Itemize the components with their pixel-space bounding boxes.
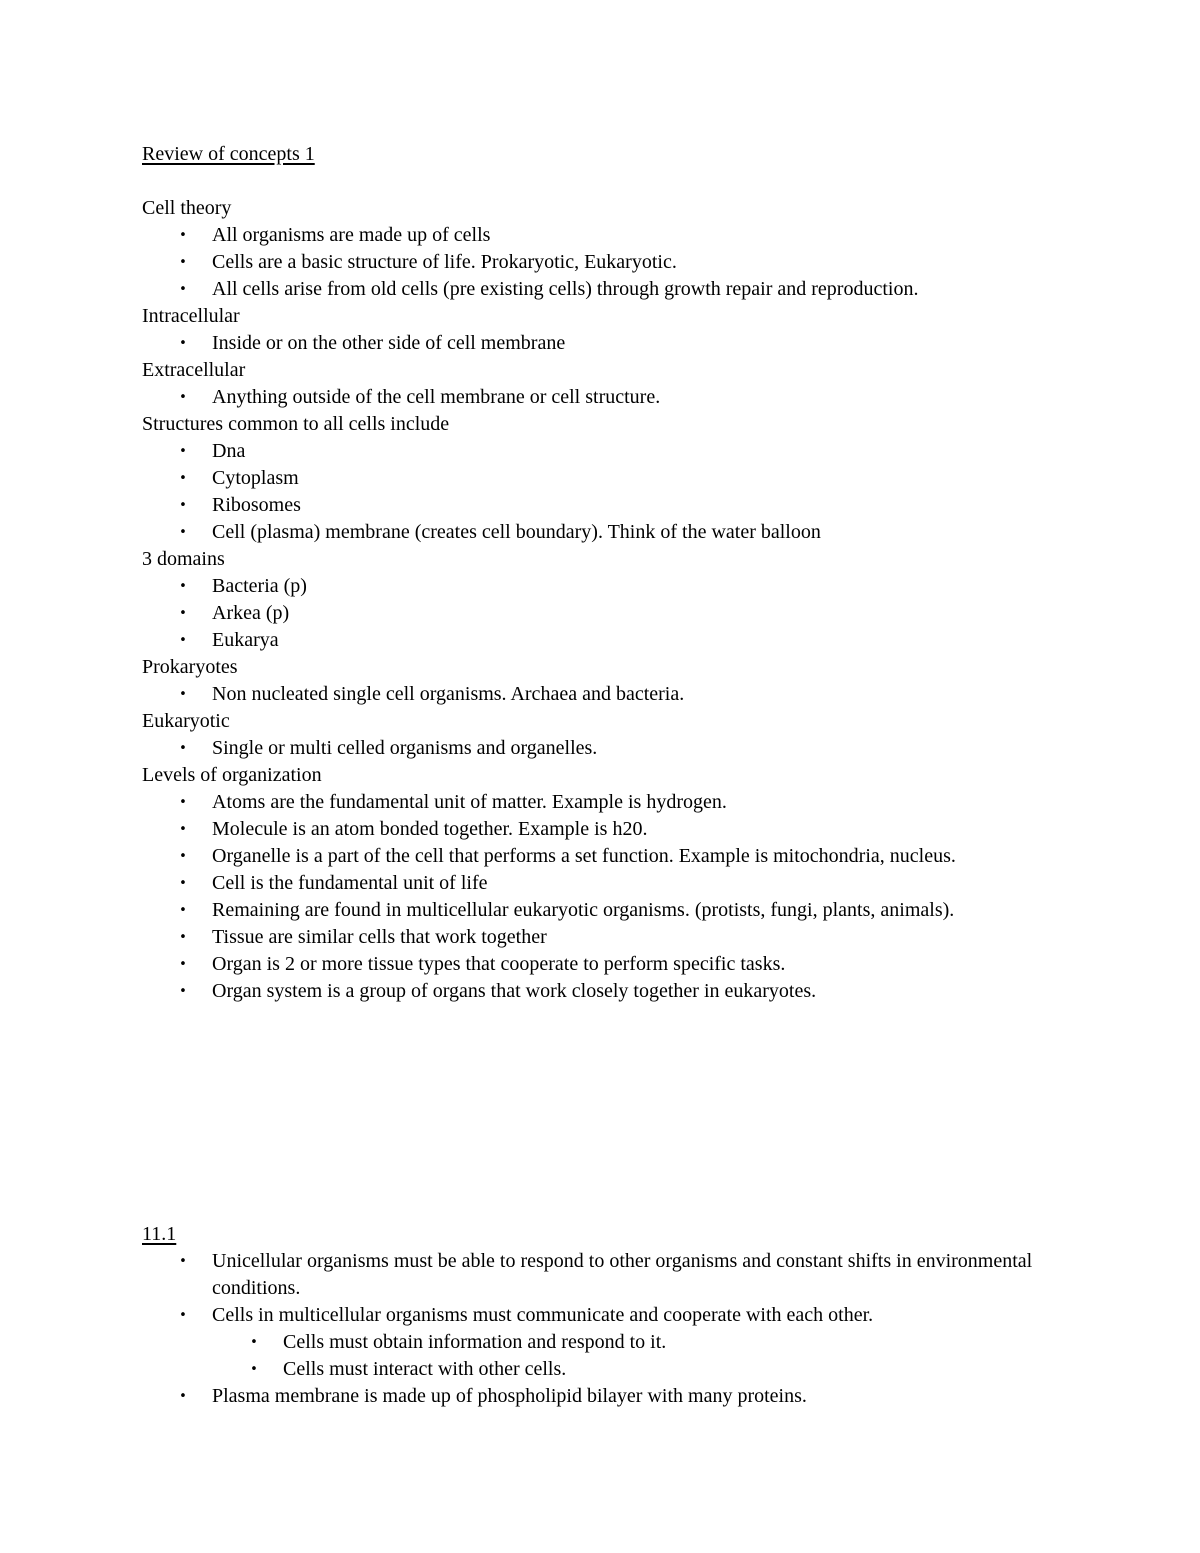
list-item: • Non nucleated single cell organisms. Archaea and bacteria.	[142, 681, 1072, 708]
list-item: • Remaining are found in multicellular eukaryotic organisms. (protists, fungi, plants, animals).	[142, 897, 1072, 924]
bullet-list	[142, 789, 1072, 1005]
heading-structures: Structures common to all cells include	[142, 413, 450, 435]
bullet-icon: •	[179, 282, 187, 297]
bullet-icon: •	[179, 1308, 187, 1323]
list-item: • Cells in multicellular organisms must communicate and cooperate with each other. • Cells must obtain information and respond to it. • Cells must interact with other cells.	[142, 1302, 1072, 1383]
list-item: • Organ system is a group of organs that work closely together in eukaryotes.	[142, 978, 1072, 1005]
bullet-icon: •	[179, 336, 187, 351]
list-item: • Molecule is an atom bonded together. Example is h20.	[142, 816, 1072, 843]
bullet-icon: •	[179, 471, 187, 486]
bullet-icon: •	[179, 849, 187, 864]
sub-bullet-list	[212, 1329, 1072, 1383]
list-item: • Inside or on the other side of cell membrane	[142, 330, 1072, 357]
list-item: • Ribosomes	[142, 492, 1072, 519]
heading-intracellular: Intracellular	[142, 305, 240, 327]
list-item: • Cell (plasma) membrane (creates cell boundary). Think of the water balloon	[142, 519, 1072, 546]
bullet-icon: •	[179, 579, 187, 594]
list-item: • Tissue are similar cells that work together	[142, 924, 1072, 951]
sub-list-item: • Cells must obtain information and respond to it.	[142, 1329, 1072, 1356]
list-item: • Anything outside of the cell membrane or cell structure.	[142, 384, 1072, 411]
heading-levels-of-organization: Levels of organization	[142, 764, 322, 786]
list-item: • Organelle is a part of the cell that performs a set function. Example is mitochondria, nucleus.	[142, 843, 1072, 870]
bullet-icon: •	[179, 444, 187, 459]
list-item: • Bacteria (p)	[142, 573, 1072, 600]
sub-list-item: • Cells must interact with other cells.	[142, 1356, 1072, 1383]
bullet-icon: •	[179, 633, 187, 648]
bullet-list	[142, 438, 1072, 546]
list-item: • Single or multi celled organisms and organelles.	[142, 735, 1072, 762]
bullet-icon: •	[179, 687, 187, 702]
list-item: • Eukarya	[142, 627, 1072, 654]
bullet-list	[142, 384, 1072, 411]
list-item: • Cell is the fundamental unit of life	[142, 870, 1072, 897]
list-item: • Cells are a basic structure of life. Prokaryotic, Eukaryotic.	[142, 249, 1072, 276]
list-item: • All cells arise from old cells (pre existing cells) through growth repair and reproduction.	[142, 276, 1072, 303]
list-item: • Plasma membrane is made up of phospholipid bilayer with many proteins.	[142, 1383, 1072, 1410]
bullet-icon: •	[250, 1362, 258, 1377]
section-title: 11.1	[142, 1223, 177, 1245]
bullet-list	[142, 735, 1072, 762]
list-item: • Dna	[142, 438, 1072, 465]
heading-domains: 3 domains	[142, 548, 225, 570]
bullet-icon: •	[179, 903, 187, 918]
list-item: • Atoms are the fundamental unit of matter. Example is hydrogen.	[142, 789, 1072, 816]
bullet-icon: •	[179, 741, 187, 756]
bullet-list	[142, 681, 1072, 708]
section-title: Review of concepts 1	[142, 143, 315, 165]
bullet-icon: •	[179, 498, 187, 513]
bullet-icon: •	[250, 1335, 258, 1350]
bullet-icon: •	[179, 255, 187, 270]
list-item: • Cytoplasm	[142, 465, 1072, 492]
bullet-list	[142, 1248, 1072, 1410]
bullet-icon: •	[179, 390, 187, 405]
heading-eukaryotic: Eukaryotic	[142, 710, 230, 732]
bullet-list	[142, 330, 1072, 357]
review-of-concepts-section	[142, 141, 1072, 1005]
bullet-icon: •	[179, 1389, 187, 1404]
bullet-icon: •	[179, 876, 187, 891]
bullet-icon: •	[179, 984, 187, 999]
heading-prokaryotes: Prokaryotes	[142, 656, 238, 678]
bullet-list	[142, 573, 1072, 654]
heading-cell-theory: Cell theory	[142, 197, 232, 219]
list-item: • Arkea (p)	[142, 600, 1072, 627]
bullet-icon: •	[179, 795, 187, 810]
bullet-icon: •	[179, 525, 187, 540]
list-item: • Unicellular organisms must be able to respond to other organisms and constant shifts in environmental conditions.	[142, 1248, 1072, 1302]
bullet-list	[142, 222, 1072, 303]
heading-extracellular: Extracellular	[142, 359, 246, 381]
bullet-icon: •	[179, 1254, 187, 1269]
bullet-icon: •	[179, 957, 187, 972]
bullet-icon: •	[179, 930, 187, 945]
list-item: • Organ is 2 or more tissue types that cooperate to perform specific tasks.	[142, 951, 1072, 978]
section-11-1	[142, 1221, 1072, 1410]
bullet-icon: •	[179, 822, 187, 837]
bullet-icon: •	[179, 606, 187, 621]
bullet-icon: •	[179, 228, 187, 243]
list-item: • All organisms are made up of cells	[142, 222, 1072, 249]
